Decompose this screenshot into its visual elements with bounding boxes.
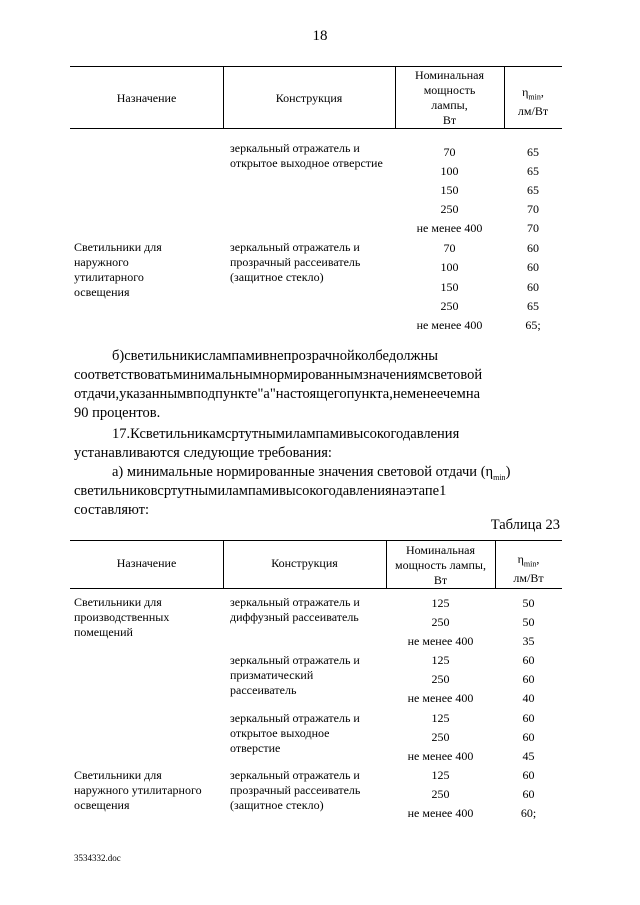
purpose-cell: Светильники для производственных помещений xyxy=(74,595,170,639)
efficiency-cell: 60 xyxy=(522,672,535,686)
table-23-top-rule xyxy=(70,540,562,541)
efficiency-cell: 60; xyxy=(520,806,537,820)
header-power: Номинальная мощность лампы, Вт xyxy=(395,543,486,587)
efficiency-cell: 70 xyxy=(527,202,539,216)
efficiency-cell: 35 xyxy=(522,634,535,648)
paragraph-line: б)светильникислампамивнепрозрачнойколбедолжны xyxy=(112,348,439,364)
header-purpose: Назначение xyxy=(116,556,177,570)
construction-cell: зеркальный отражатель и прозрачный рассеиватель (защитное стекло) xyxy=(230,240,361,284)
paragraph-line: составляют: xyxy=(74,502,149,518)
header-construction: Конструкция xyxy=(275,91,343,105)
efficiency-cell: 40 xyxy=(522,691,535,705)
table-23-header-rule xyxy=(70,588,562,589)
power-cell: 125 xyxy=(431,711,450,725)
power-cell: 100 xyxy=(440,260,459,274)
efficiency-cell: 60 xyxy=(522,787,535,801)
file-name-footer: 3534332.doc xyxy=(74,853,121,863)
power-cell: 100 xyxy=(440,164,459,178)
power-cell: 125 xyxy=(431,768,450,782)
paragraph-a xyxy=(74,463,558,520)
construction-cell: зеркальный отражатель и диффузный рассеиватель xyxy=(230,595,360,624)
power-cell: не менее 400 xyxy=(416,221,483,235)
construction-cell: зеркальный отражатель и призматический рассеиватель xyxy=(230,653,360,697)
paragraph-line: 90 процентов. xyxy=(74,405,161,421)
efficiency-cell: 65 xyxy=(527,183,539,197)
table-1-top-rule xyxy=(70,66,562,67)
power-cell: 250 xyxy=(431,615,450,629)
efficiency-cell: 60 xyxy=(522,730,535,744)
paragraph-line: отдачи,указаннымвподпункте"а"настоящегопункта,неменеечемна xyxy=(74,386,481,402)
power-cell: 250 xyxy=(440,202,459,216)
power-cell: 125 xyxy=(431,653,450,667)
efficiency-cell: 70 xyxy=(527,221,539,235)
power-cell: 70 xyxy=(443,145,456,159)
power-cell: 150 xyxy=(440,183,459,197)
power-cell: не менее 400 xyxy=(407,749,474,763)
efficiency-cell: 60 xyxy=(527,241,539,255)
page-number: 18 xyxy=(312,28,328,44)
paragraph-line: устанавливаются следующие требования: xyxy=(74,445,332,461)
paragraph-line: а) минимальные нормированные значения световой отдачи $(\eta_{min})$ xyxy=(112,464,511,482)
power-cell: 250 xyxy=(440,299,459,313)
efficiency-cell: 45 xyxy=(522,749,535,763)
power-cell: 70 xyxy=(443,241,456,255)
purpose-cell: Светильники для наружного утилитарного освещения xyxy=(74,768,202,812)
power-cell: не менее 400 xyxy=(407,691,474,705)
efficiency-cell: 65 xyxy=(527,299,539,313)
power-cell: 250 xyxy=(431,787,450,801)
efficiency-cell: 65 xyxy=(527,164,539,178)
efficiency-cell: 60 xyxy=(527,260,539,274)
paragraph-line: 17.Ксветильникамсртутнымилампамивысокогодавления xyxy=(112,426,460,442)
efficiency-cell: 50 xyxy=(522,615,535,629)
header-power: Номинальная мощность лампы, Вт xyxy=(414,68,485,127)
header-efficiency: $\eta_{min}$, лм/Вт xyxy=(517,85,549,119)
paragraph-b xyxy=(74,347,558,423)
power-cell: 125 xyxy=(431,596,450,610)
paragraph-line: светильниковсртутнымилампамивысокогодавлениянаэтапе1 xyxy=(74,483,447,499)
header-efficiency: $\eta_{min}$, лм/Вт xyxy=(513,552,544,586)
header-purpose: Назначение xyxy=(116,91,177,105)
power-cell: не менее 400 xyxy=(407,806,474,820)
efficiency-cell: 60 xyxy=(527,280,539,294)
table-caption: Таблица 23 xyxy=(490,517,560,533)
construction-cell: зеркальный отражатель и прозрачный рассеиватель (защитное стекло) xyxy=(230,768,361,812)
efficiency-cell: 65 xyxy=(527,145,539,159)
header-construction: Конструкция xyxy=(271,556,338,570)
power-cell: не менее 400 xyxy=(416,318,483,332)
efficiency-cell: 60 xyxy=(522,768,535,782)
construction-cell: зеркальный отражатель и открытое выходное отверстие xyxy=(230,141,383,170)
purpose-cell: Светильники для наружного утилитарного освещения xyxy=(74,240,162,299)
efficiency-cell: 60 xyxy=(522,711,535,725)
power-cell: 250 xyxy=(431,730,450,744)
power-cell: не менее 400 xyxy=(407,634,474,648)
power-cell: 150 xyxy=(440,280,459,294)
efficiency-cell: 50 xyxy=(522,596,535,610)
efficiency-cell: 65; xyxy=(525,318,541,332)
efficiency-cell: 60 xyxy=(522,653,535,667)
paragraph-17 xyxy=(74,425,558,463)
paragraph-line: соответствоватьминимальнымнормированнымзначениямсветовой xyxy=(74,367,483,383)
table-1-header-rule xyxy=(70,128,562,129)
construction-cell: зеркальный отражатель и открытое выходное отверстие xyxy=(230,711,360,755)
power-cell: 250 xyxy=(431,672,450,686)
